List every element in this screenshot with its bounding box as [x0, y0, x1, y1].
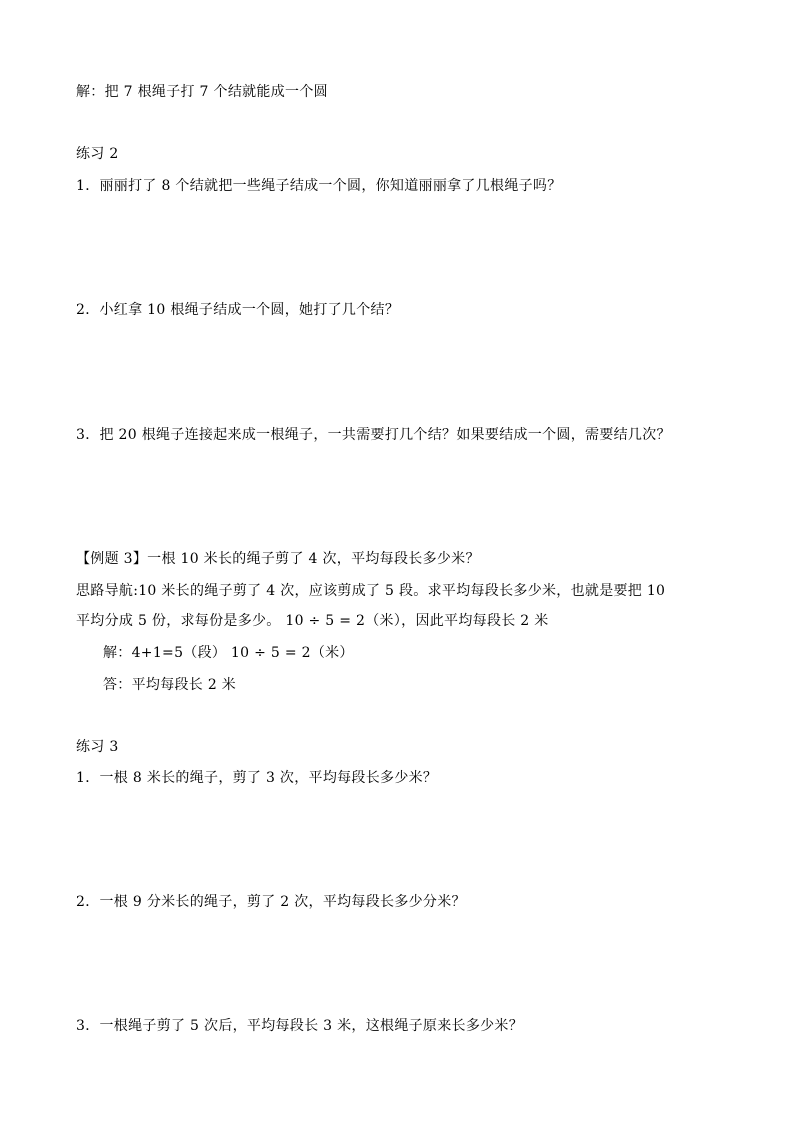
example-3-hint-line-1: 思路导航:10 米长的绳子剪了 4 次，应该剪成了 5 段。求平均每段长多少米，也就是要把 10 — [76, 583, 666, 599]
exercise-2-heading: 练习 2 — [76, 146, 119, 162]
exercise-3-question-1: 1．一根 8 米长的绳子，剪了 3 次，平均每段长多少米？ — [76, 770, 438, 786]
exercise-3-heading: 练习 3 — [76, 739, 119, 755]
exercise-2-question-2: 2．小红拿 10 根绳子结成一个圆，她打了几个结？ — [76, 302, 400, 318]
example-3-heading: 【例题 3】一根 10 米长的绳子剪了 4 次，平均每段长多少米？ — [76, 551, 480, 567]
exercise-2-question-3: 3．把 20 根绳子连接起来成一根绳子，一共需要打几个结？如果要结成一个圆，需要结几次？ — [76, 427, 671, 443]
exercise-2-question-1: 1．丽丽打了 8 个结就把一些绳子结成一个圆，你知道丽丽拿了几根绳子吗？ — [76, 178, 562, 194]
solution-line-7-knots: 解：把 7 根绳子打 7 个结就能成一个圆 — [76, 84, 328, 100]
exercise-3-question-2: 2．一根 9 分米长的绳子，剪了 2 次，平均每段长多少分米？ — [76, 894, 466, 910]
example-3-hint-line-2: 平均分成 5 份，求每份是多少。 10 ÷ 5 = 2（米），因此平均每段长 2 米 — [76, 613, 549, 629]
example-3-answer: 答：平均每段长 2 米 — [103, 677, 237, 693]
exercise-3-question-3: 3．一根绳子剪了 5 次后，平均每段长 3 米，这根绳子原来长多少米？ — [76, 1018, 524, 1034]
example-3-solution: 解：4+1=5（段） 10 ÷ 5 = 2（米） — [103, 645, 354, 661]
